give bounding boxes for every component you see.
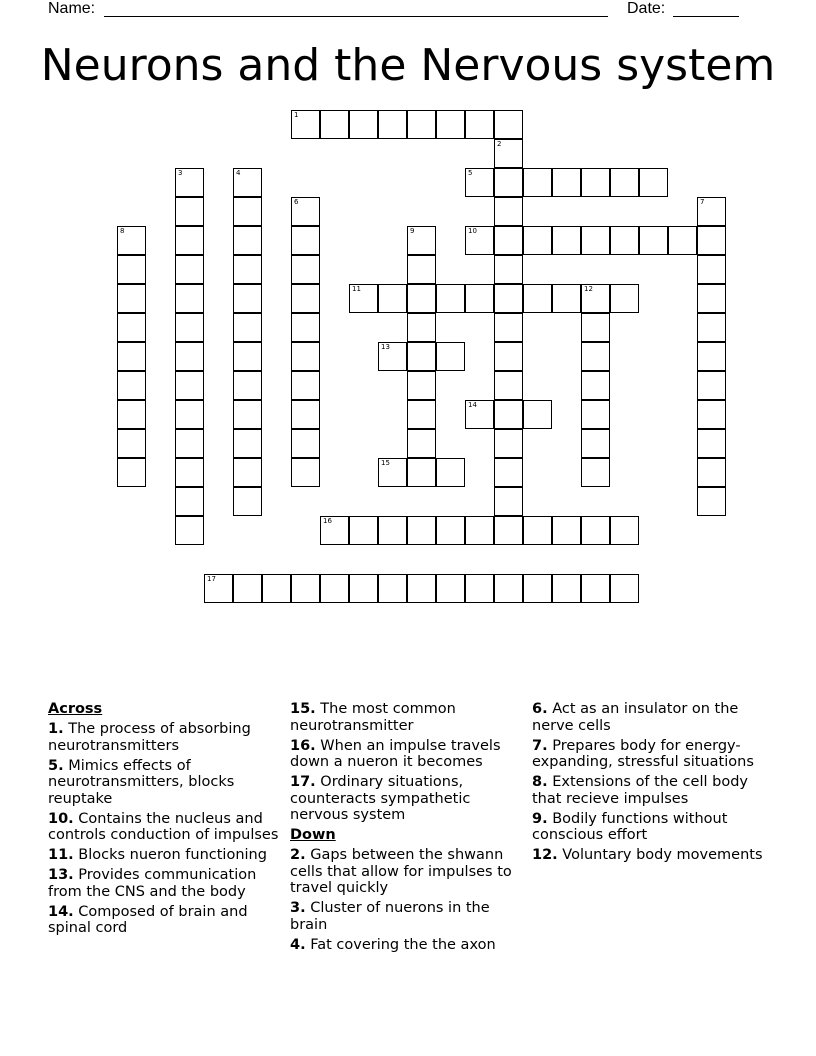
crossword-cell[interactable] (494, 371, 523, 400)
crossword-cell[interactable] (291, 110, 320, 139)
crossword-cell[interactable] (175, 516, 204, 545)
crossword-cell[interactable] (697, 429, 726, 458)
crossword-cell[interactable] (175, 487, 204, 516)
crossword-cell[interactable] (175, 429, 204, 458)
crossword-cell[interactable] (697, 197, 726, 226)
crossword-cell[interactable] (494, 429, 523, 458)
crossword-cell[interactable] (175, 458, 204, 487)
crossword-cell[interactable] (697, 284, 726, 313)
cell-number: 10 (468, 227, 477, 235)
crossword-cell[interactable] (407, 371, 436, 400)
crossword-cell[interactable] (378, 574, 407, 603)
crossword-cell[interactable] (233, 458, 262, 487)
cell-number: 11 (352, 285, 361, 293)
clue-across-5: 5. Mimics effects of neurotransmitters, blocks reuptake (48, 757, 235, 807)
crossword-cell[interactable] (407, 342, 436, 371)
crossword-cell[interactable] (494, 487, 523, 516)
crossword-cell[interactable] (291, 255, 320, 284)
crossword-cell[interactable] (697, 371, 726, 400)
crossword-cell[interactable] (581, 516, 610, 545)
crossword-cell[interactable] (117, 458, 146, 487)
clue-down-3: 3. Cluster of nuerons in the brain (290, 900, 490, 933)
cell-number: 7 (700, 198, 705, 206)
crossword-cell[interactable] (523, 284, 552, 313)
crossword-cell[interactable] (233, 284, 262, 313)
cell-number: 4 (236, 169, 241, 177)
crossword-cell[interactable] (407, 226, 436, 255)
crossword-cell[interactable] (581, 226, 610, 255)
crossword-cell[interactable] (581, 458, 610, 487)
crossword-cell[interactable] (233, 400, 262, 429)
across-heading: Across (48, 701, 103, 717)
crossword-cell[interactable] (378, 342, 407, 371)
clue-column-3 (532, 701, 768, 867)
crossword-cell[interactable] (175, 342, 204, 371)
cell-number: 1 (294, 111, 299, 119)
cell-number: 2 (497, 140, 502, 148)
crossword-cell[interactable] (494, 139, 523, 168)
crossword-cell[interactable] (291, 342, 320, 371)
crossword-cell[interactable] (552, 168, 581, 197)
crossword-cell[interactable] (494, 197, 523, 226)
crossword-cell[interactable] (407, 429, 436, 458)
cell-number: 3 (178, 169, 183, 177)
crossword-cell[interactable] (175, 371, 204, 400)
crossword-cell[interactable] (610, 284, 639, 313)
crossword-cell[interactable] (668, 226, 697, 255)
cell-number: 6 (294, 198, 299, 206)
crossword-cell[interactable] (465, 284, 494, 313)
crossword-cell[interactable] (697, 400, 726, 429)
crossword-cell[interactable] (291, 284, 320, 313)
name-label: Name: (48, 0, 96, 17)
crossword-cell[interactable] (581, 342, 610, 371)
crossword-cell[interactable] (291, 429, 320, 458)
date-label: Date: (627, 0, 666, 17)
crossword-cell[interactable] (465, 400, 494, 429)
page-title: Neurons and the Nervous system (40, 40, 776, 91)
cell-number: 17 (207, 575, 216, 583)
crossword-cell[interactable] (581, 400, 610, 429)
crossword-cell[interactable] (581, 429, 610, 458)
crossword-cell[interactable] (494, 574, 523, 603)
crossword-cell[interactable] (349, 284, 378, 313)
clue-across-1: 1. The process of absorbing neurotransmitters (48, 721, 251, 754)
crossword-cell[interactable] (581, 168, 610, 197)
clue-across-14: 14. Composed of brain and spinal cord (48, 903, 248, 936)
crossword-cell[interactable] (494, 110, 523, 139)
crossword-cell[interactable] (407, 255, 436, 284)
crossword-cell[interactable] (610, 168, 639, 197)
crossword-cell[interactable] (117, 255, 146, 284)
crossword-cell[interactable] (291, 313, 320, 342)
cell-number: 5 (468, 169, 473, 177)
crossword-cell[interactable] (494, 284, 523, 313)
crossword-cell[interactable] (175, 197, 204, 226)
crossword-cell[interactable] (697, 342, 726, 371)
clue-down-6: 6. Act as an insulator on the nerve cells (532, 701, 739, 734)
crossword-cell[interactable] (436, 574, 465, 603)
crossword-cell[interactable] (581, 313, 610, 342)
crossword-cell[interactable] (697, 487, 726, 516)
crossword-cell[interactable] (117, 342, 146, 371)
crossword-cell[interactable] (349, 574, 378, 603)
crossword-cell[interactable] (436, 110, 465, 139)
crossword-cell[interactable] (233, 487, 262, 516)
crossword-cell[interactable] (378, 516, 407, 545)
clue-column-1 (48, 701, 284, 940)
crossword-cell[interactable] (465, 516, 494, 545)
clue-down-4: 4. Fat covering the the axon (290, 936, 496, 953)
crossword-cell[interactable] (581, 371, 610, 400)
clue-across-11: 11. Blocks nueron functioning (48, 847, 267, 863)
crossword-cell[interactable] (349, 516, 378, 545)
crossword-cell[interactable] (465, 226, 494, 255)
cell-number: 13 (381, 343, 390, 351)
crossword-cell[interactable] (262, 574, 291, 603)
crossword-cell[interactable] (610, 574, 639, 603)
crossword-cell[interactable] (233, 168, 262, 197)
crossword-cell[interactable] (407, 313, 436, 342)
crossword-cell[interactable] (639, 226, 668, 255)
crossword-cell[interactable] (291, 371, 320, 400)
cell-number: 9 (410, 227, 415, 235)
crossword-cell[interactable] (233, 429, 262, 458)
crossword-cell[interactable] (117, 429, 146, 458)
crossword-cell[interactable] (204, 574, 233, 603)
crossword-cell[interactable] (233, 255, 262, 284)
crossword-cell[interactable] (552, 284, 581, 313)
crossword-cell[interactable] (697, 255, 726, 284)
crossword-cell[interactable] (697, 458, 726, 487)
cell-number: 8 (120, 227, 125, 235)
crossword-cell[interactable] (117, 226, 146, 255)
clue-down-9: 9. Bodily functions without conscious effort (532, 810, 728, 843)
crossword-cell[interactable] (320, 574, 349, 603)
clue-across-15: 15. The most common neurotransmitter (290, 701, 456, 734)
crossword-cell[interactable] (465, 574, 494, 603)
clue-across-13: 13. Provides communication from the CNS and the body (48, 867, 257, 900)
clue-down-8: 8. Extensions of the cell body that recieve impulses (532, 774, 748, 807)
crossword-cell[interactable] (291, 197, 320, 226)
crossword-cell[interactable] (291, 226, 320, 255)
crossword-cell[interactable] (175, 255, 204, 284)
crossword-cell[interactable] (581, 574, 610, 603)
crossword-cell[interactable] (436, 458, 465, 487)
crossword-cell[interactable] (494, 516, 523, 545)
crossword-cell[interactable] (610, 516, 639, 545)
crossword-cell[interactable] (117, 371, 146, 400)
crossword-cell[interactable] (291, 400, 320, 429)
crossword-cell[interactable] (523, 226, 552, 255)
crossword-cell[interactable] (175, 400, 204, 429)
clue-across-10: 10. Contains the nucleus and controls conduction of impulses (48, 810, 279, 843)
crossword-cell[interactable] (436, 342, 465, 371)
crossword-cell[interactable] (233, 371, 262, 400)
crossword-cell[interactable] (639, 168, 668, 197)
crossword-cell[interactable] (378, 458, 407, 487)
crossword-cell[interactable] (494, 168, 523, 197)
clue-down-12: 12. Voluntary body movements (532, 847, 763, 863)
crossword-cell[interactable] (175, 226, 204, 255)
crossword-cell[interactable] (407, 400, 436, 429)
crossword-cell[interactable] (494, 458, 523, 487)
cell-number: 16 (323, 517, 332, 525)
crossword-cell[interactable] (494, 342, 523, 371)
crossword-cell[interactable] (436, 284, 465, 313)
crossword-cell[interactable] (291, 458, 320, 487)
crossword-cell[interactable] (465, 110, 494, 139)
crossword-cell[interactable] (407, 516, 436, 545)
crossword-cell[interactable] (697, 313, 726, 342)
crossword-cell[interactable] (233, 574, 262, 603)
crossword-cell[interactable] (697, 226, 726, 255)
crossword-cell[interactable] (233, 342, 262, 371)
crossword-cell[interactable] (407, 574, 436, 603)
crossword-cell[interactable] (407, 110, 436, 139)
crossword-cell[interactable] (436, 516, 465, 545)
crossword-cell[interactable] (407, 284, 436, 313)
crossword-cell[interactable] (378, 284, 407, 313)
crossword-cell[interactable] (494, 400, 523, 429)
crossword-cell[interactable] (494, 255, 523, 284)
crossword-cell[interactable] (320, 516, 349, 545)
clue-across-17: 17. Ordinary situations, counteracts sympathetic nervous system (290, 774, 471, 823)
crossword-cell[interactable] (117, 313, 146, 342)
crossword-cell[interactable] (233, 226, 262, 255)
cell-number: 14 (468, 401, 477, 409)
clue-across-16: 16. When an impulse travels down a nueron it becomes (290, 737, 501, 770)
crossword-cell[interactable] (175, 313, 204, 342)
crossword-cell[interactable] (175, 284, 204, 313)
crossword-cell[interactable] (494, 226, 523, 255)
clue-down-7: 7. Prepares body for energy-expanding, stressful situations (532, 737, 754, 770)
cell-number: 12 (584, 285, 593, 293)
crossword-cell[interactable] (523, 400, 552, 429)
clue-column-2 (290, 701, 526, 957)
crossword-cell[interactable] (407, 458, 436, 487)
crossword-cell[interactable] (117, 284, 146, 313)
crossword-cell[interactable] (552, 226, 581, 255)
crossword-cell[interactable] (523, 168, 552, 197)
crossword-cell[interactable] (233, 313, 262, 342)
crossword-cell[interactable] (494, 313, 523, 342)
crossword-cell[interactable] (610, 226, 639, 255)
crossword-cell[interactable] (175, 168, 204, 197)
crossword-cell[interactable] (523, 516, 552, 545)
down-heading: Down (290, 827, 336, 843)
crossword-cell[interactable] (378, 110, 407, 139)
crossword-cell[interactable] (291, 574, 320, 603)
clue-down-2: 2. Gaps between the shwann cells that allow for impulses to travel quickly (290, 847, 512, 896)
crossword-cell[interactable] (349, 110, 378, 139)
crossword-cell[interactable] (320, 110, 349, 139)
crossword-cell[interactable] (523, 574, 552, 603)
crossword-cell[interactable] (233, 197, 262, 226)
crossword-cell[interactable] (117, 400, 146, 429)
crossword-cell[interactable] (552, 516, 581, 545)
crossword-cell[interactable] (465, 168, 494, 197)
cell-number: 15 (381, 459, 390, 467)
crossword-cell[interactable] (552, 574, 581, 603)
crossword-cell[interactable] (581, 284, 610, 313)
